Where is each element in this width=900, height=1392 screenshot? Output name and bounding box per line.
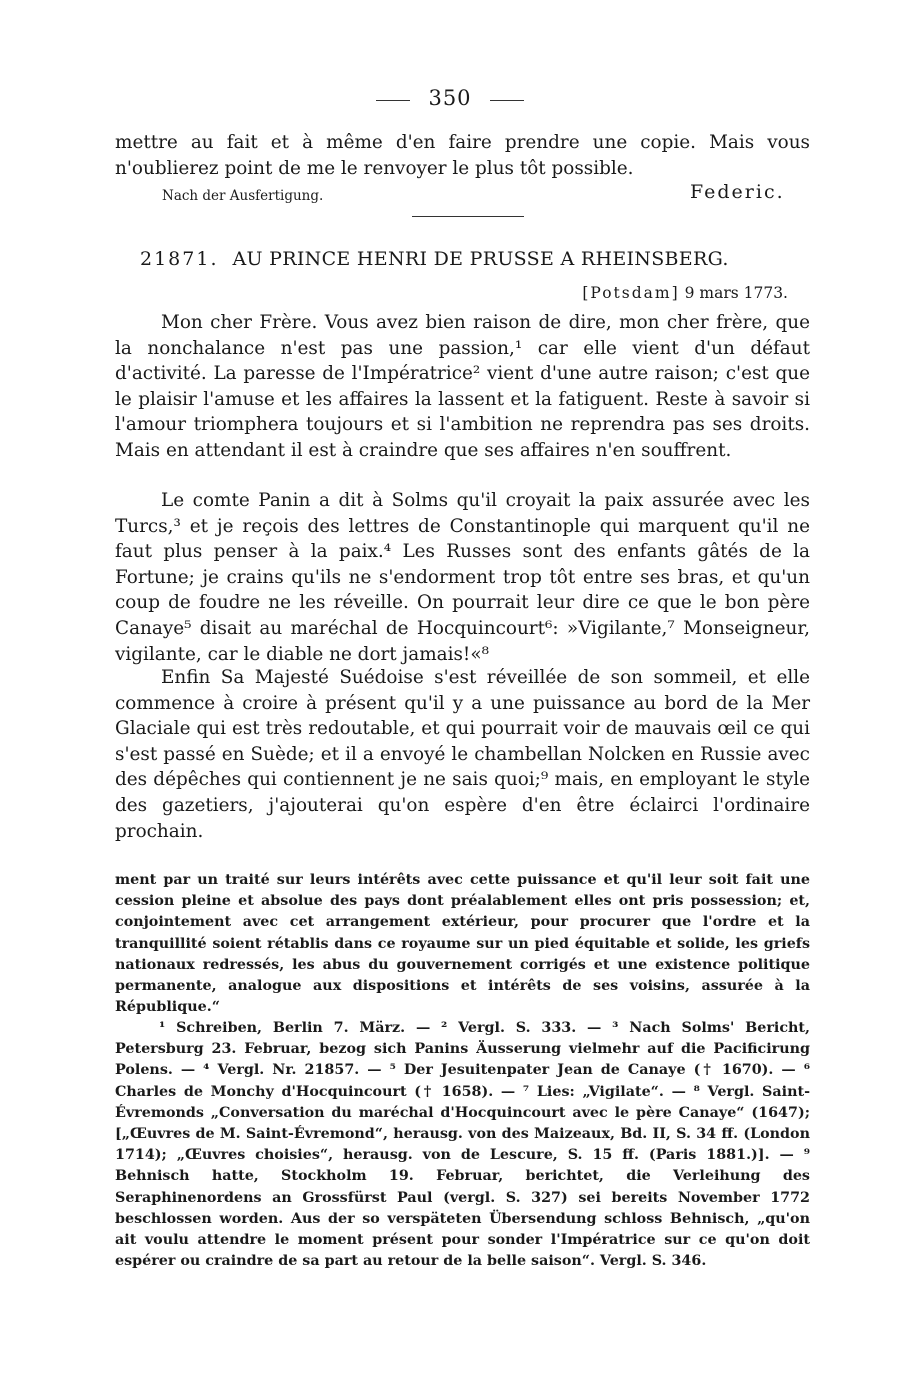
letter-place: [Potsdam]	[582, 284, 680, 302]
letter-title: AU PRINCE HENRI DE PRUSSE A RHEINSBERG.	[232, 248, 729, 270]
letter-number: 21871.	[140, 248, 219, 270]
page-header	[0, 86, 900, 110]
letter-heading	[140, 248, 820, 270]
footnote-quote-continuation: ment par un traité sur leurs intérêts avec cette puissance et qu'il leur soit fait une cession pleine et absolue des pays dont préalablement elles ont pris possession; et, conjointement avec cet arrangement extérieur, pour procurer que l'ordre et la tranquillité soient rétablis dans ce royaume sur un pied équitable et solide, les griefs nationaux redressés, les abus du gouvernement corrigés et une existence politique permanente, analogue aux dispositions et intérêts de ses voisins, assurée à la République.“	[115, 872, 810, 1016]
continuation-paragraph: mettre au fait et à même d'en faire prendre une copie. Mais vous n'oublierez point de me le renvoyer le plus tôt possible.	[115, 132, 810, 179]
body-paragraph-2: Le comte Panin a dit à Solms qu'il croyait la paix assurée avec les Turcs,³ et je reçois des lettres de Constantinople qui marquent qu'il ne faut plus penser à la paix.⁴ Les Russes sont des enfants gâtés de la Fortune; je crains qu'ils ne s'endorment trop tôt entre ses bras, et qu'un coup de foudre ne les réveille. On pourrait leur dire ce que le bon père Canaye⁵ disait au maréchal de Hocquincourt⁶: »Vigilante,⁷ Monseigneur, vigilante, car le diable ne dort jamais!«⁸	[115, 490, 810, 665]
footnotes-block: ¹ Schreiben, Berlin 7. März. — ² Vergl. S. 333. — ³ Nach Solms' Bericht, Petersburg 23. Februar, bezog sich Panins Äusserung vielmehr auf die Pacificirung Polens. — ⁴ Vergl. Nr. 21857. — ⁵ Der Jesuitenpater Jean de Canaye († 1670). — ⁶ Charles de Monchy d'Hocquincourt († 1658). — ⁷ Lies: „Vigilate“. — ⁸ Vergl. Saint-Évremonds „Conversation du maréchal d'Hocquincourt avec le père Canaye“ (1647); [„Œuvres de M. Saint-Évremond“, herausg. von des Maizeaux, Bd. II, S. 34 ff. (London 1714); „Œuvres choisies“, herausg. von de Lescure, S. 15 ff. (Paris 1881.)]. — ⁹ Behnisch hatte, Stockholm 19. Februar, berichtet, die Verleihung des Seraphinenordens an Grossfürst Paul (vergl. S. 327) sei bereits November 1772 beschlossen worden. Aus der so verspäteten Übersendung schloss Behnisch, „qu'on ait voulu attendre le moment présent pour sonder l'Impératrice sur ce qu'on doit espérer ou craindre de sa part au retour de la belle saison“. Vergl. S. 346.	[115, 1020, 810, 1270]
section-separator	[412, 216, 524, 217]
header-rule-left	[376, 100, 410, 101]
page-number: 350	[428, 86, 472, 110]
letter-dateline	[582, 284, 788, 302]
signature: Federic.	[690, 181, 785, 203]
letter-date: 9 mars 1773.	[684, 284, 788, 302]
body-paragraph-3: Enfin Sa Majesté Suédoise s'est réveillée de son sommeil, et elle commence à croire à présent qu'il y a une puissance au bord de la Mer Glaciale qui est très redoutable, et qui pourrait voir de mauvais œil ce qui s'est passé en Suède; et il a envoyé le chambellan Nolcken en Russie avec des dépêches qui contiennent je ne sais quoi;⁹ mais, en employant le style des gazetiers, j'ajouterai qu'on espère d'en être éclairci l'ordinaire prochain.	[115, 667, 810, 842]
source-note: Nach der Ausfertigung.	[162, 188, 324, 204]
body-paragraph-1: Mon cher Frère. Vous avez bien raison de dire, mon cher frère, que la nonchalance n'est pas une passion,¹ car elle vient d'un défaut d'activité. La paresse de l'Impératrice² vient d'une autre raison; c'est que le plaisir l'amuse et les affaires la lassent et la fatiguent. Reste à savoir si l'amour triomphera toujours et si l'ambition ne reprendra pas ses droits. Mais en attendant il est à craindre que ses affaires n'en souffrent.	[115, 312, 810, 461]
header-rule-right	[490, 100, 524, 101]
